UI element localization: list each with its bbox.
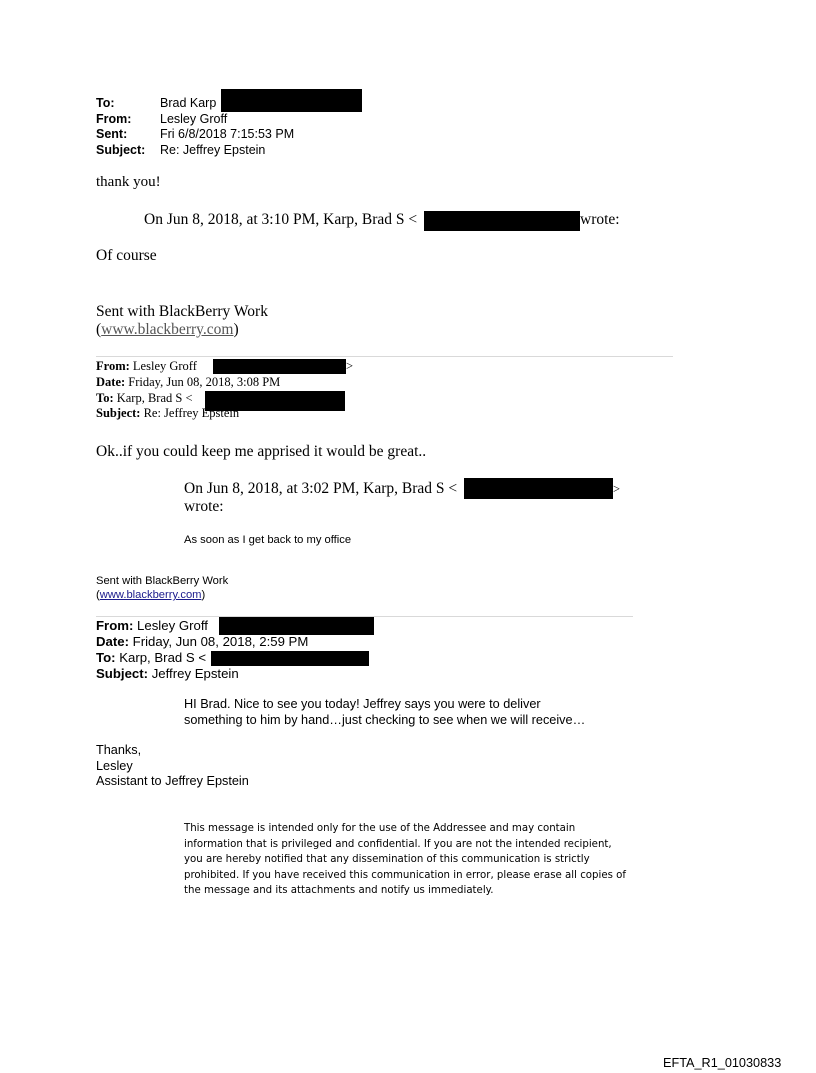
quote-body: As soon as I get back to my office (184, 534, 352, 546)
subject-line: Subject: Jeffrey Epstein (96, 666, 239, 681)
redaction-box (211, 651, 369, 666)
redaction-box (219, 617, 374, 635)
sent-value: Fri 6/8/2018 7:15:53 PM (160, 127, 295, 141)
from-line: From: Lesley Groff (96, 359, 197, 373)
signature-link-line: (www.blackberry.com) (96, 321, 239, 338)
disclaimer-line: prohibited. If you have received this communication in error, please erase all copies of (184, 869, 626, 881)
message-body-line: HI Brad. Nice to see you today! Jeffrey says you were to deliver (184, 697, 541, 711)
to-line: To: Karp, Brad S < (96, 391, 193, 405)
date-line: Date: Friday, Jun 08, 2018, 3:08 PM (96, 375, 281, 389)
closing-line: Thanks, (96, 743, 142, 757)
sent-label: Sent: (96, 127, 128, 141)
blackberry-link[interactable]: www.blackberry.com (101, 321, 234, 338)
subject-value: Re: Jeffrey Epstein (160, 143, 266, 157)
quote-intro-tail: > (613, 482, 621, 496)
blackberry-link[interactable]: www.blackberry.com (99, 589, 202, 601)
disclaimer-line: This message is intended only for the use of the Addressee and may contain (184, 823, 576, 834)
closing-line: Lesley (96, 759, 133, 773)
quote-intro: On Jun 8, 2018, at 3:02 PM, Karp, Brad S < (184, 480, 458, 497)
subject-label: Subject: (96, 143, 146, 157)
reply-body: thank you! (96, 174, 161, 190)
from-line: From: Lesley Groff (96, 618, 208, 633)
from-tail: > (346, 359, 354, 373)
signature-link-line: (www.blackberry.com) (96, 589, 206, 601)
message-body-line: something to him by hand…just checking to see when we will receive… (184, 713, 586, 727)
redaction-box (213, 359, 346, 374)
signature-line: Sent with BlackBerry Work (96, 575, 229, 587)
quote-intro-wrote: wrote: (184, 498, 224, 515)
signature-line: Sent with BlackBerry Work (96, 303, 268, 320)
closing-line: Assistant to Jeffrey Epstein (96, 774, 249, 788)
disclaimer-line: you are hereby notified that any dissemination of this communication is strictly (184, 854, 590, 866)
document-id: EFTA_R1_01030833 (663, 1056, 782, 1070)
from-value: Lesley Groff (160, 112, 228, 126)
message-body: Ok..if you could keep me apprised it would be great.. (96, 443, 427, 460)
redaction-box (464, 478, 613, 499)
date-line: Date: Friday, Jun 08, 2018, 2:59 PM (96, 634, 309, 649)
redaction-box (424, 211, 580, 231)
to-value: Brad Karp (160, 96, 217, 110)
divider (96, 356, 673, 357)
quote-intro-suffix: wrote: (580, 211, 620, 228)
redaction-box (221, 89, 362, 112)
to-label: To: (96, 96, 115, 110)
to-line: To: Karp, Brad S < (96, 650, 207, 665)
disclaimer (184, 821, 626, 899)
from-label: From: (96, 112, 132, 126)
quote-intro: On Jun 8, 2018, at 3:10 PM, Karp, Brad S < (144, 211, 418, 228)
disclaimer-line: the message and its attachments and notify us immediately. (184, 885, 494, 897)
disclaimer-line: information that is privileged and confidential. If you are not the intended recipient, (184, 838, 612, 850)
subject-line: Subject: Re: Jeffrey Epstein (96, 406, 240, 420)
quote-body: Of course (96, 247, 157, 264)
